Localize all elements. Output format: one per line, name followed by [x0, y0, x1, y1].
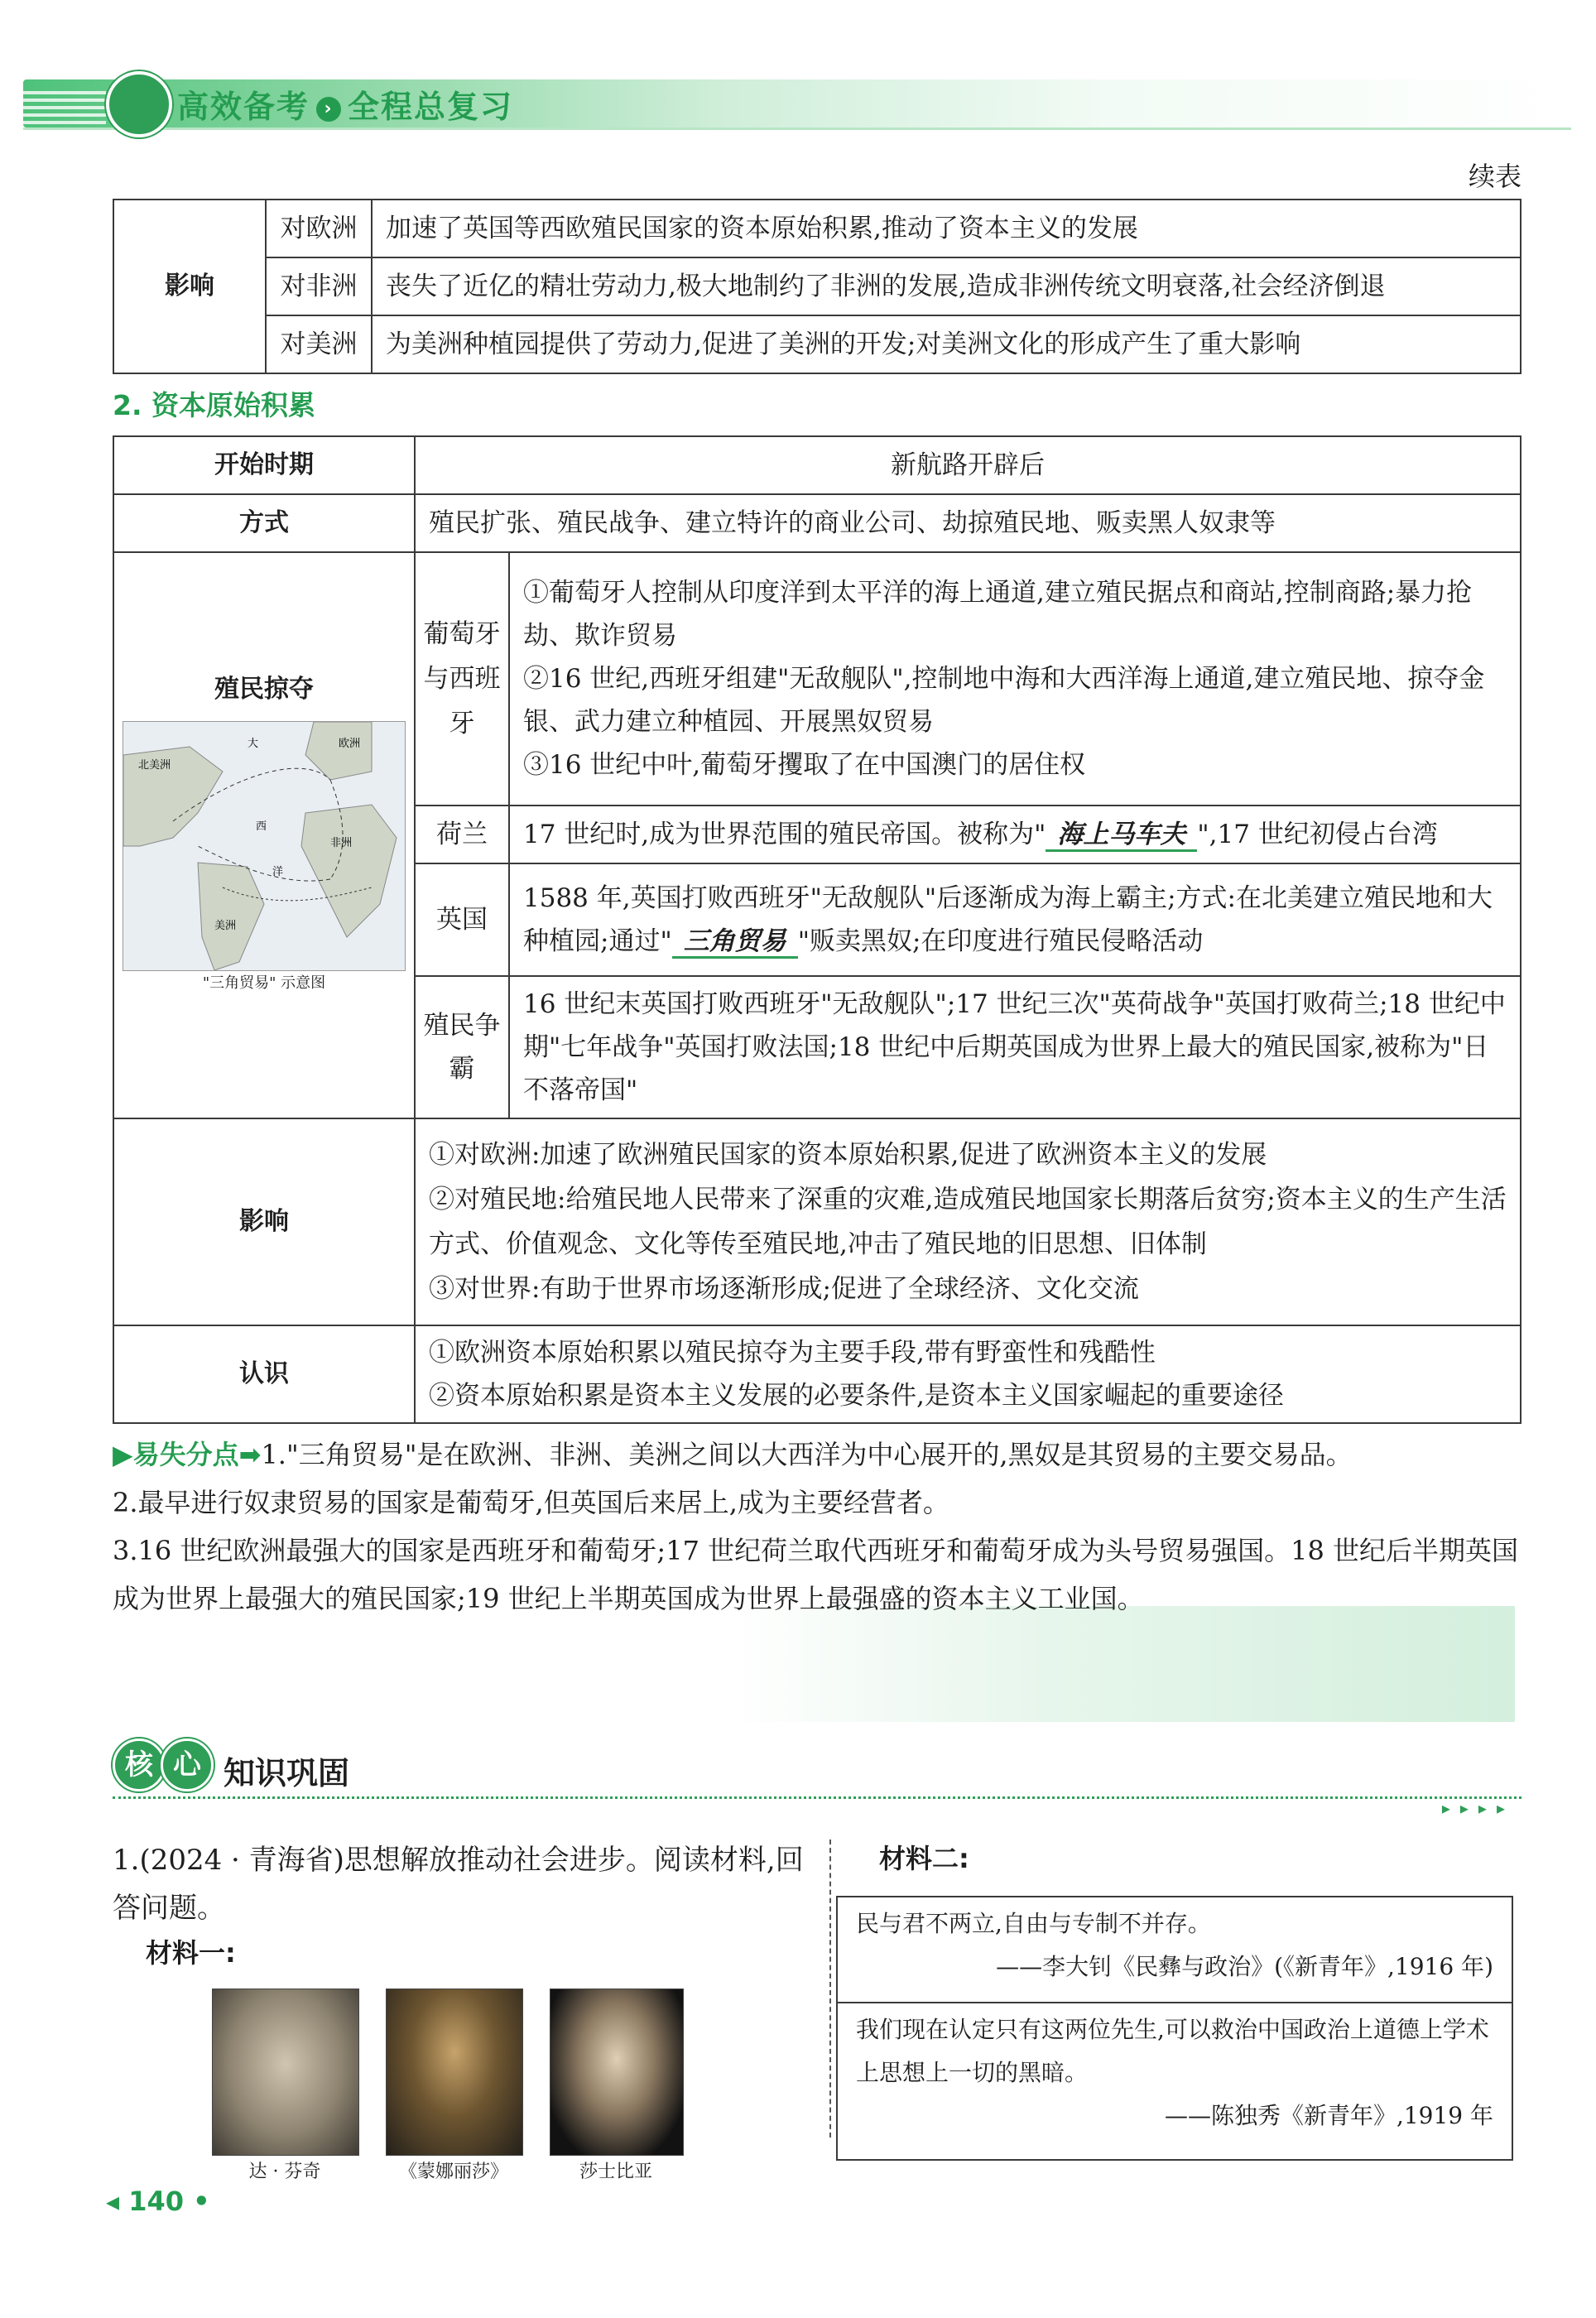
section-title: 2. 资本原始积累	[113, 389, 315, 421]
impact-text: 为美洲种植园提供了劳动力,促进了美洲的开发;对美洲文化的形成产生了重大影响	[372, 315, 1521, 373]
plunder-label: 殖民掠夺	[214, 675, 314, 704]
pt-es-line: ②16 世纪,西班牙组建"无敌舰队",控制地中海和大西洋海上通道,建立殖民地、掠夺金银、武力建立种植园、开展黑奴贸易	[523, 664, 1485, 737]
map-label: 北美洲	[138, 759, 171, 772]
note-2: 2.最早进行奴隶贸易的国家是葡萄牙,但英国后来居上,成为主要经营者。	[113, 1487, 949, 1518]
pic-caption: 《蒙娜丽莎》	[398, 2162, 508, 2182]
core-badge: 心	[161, 1738, 214, 1791]
impact-table	[113, 199, 1521, 374]
impact2-line: ②对殖民地:给殖民地人民带来了深重的灾难,造成殖民地国家长期落后贫穷;资本主义的生产生活方式、价值观念、文化等传至殖民地,冲击了殖民地的旧思想、旧体制	[429, 1185, 1507, 1259]
impact-target: 对美洲	[266, 315, 372, 373]
hegemony-label: 殖民争霸	[415, 976, 509, 1118]
core-title: 知识巩固	[224, 1755, 350, 1791]
note-3: 3.16 世纪欧洲最强大的国家是西班牙和葡萄牙;17 世纪荷兰取代西班牙和葡萄牙成为头号贸易强国。18 世纪后半期英国成为世界上最强大的殖民国家;19 世纪上半期英国成为世界上最强盛的资本主义工业国。	[113, 1535, 1518, 1614]
map-label: 美洲	[214, 920, 237, 932]
arrow-right-icon: ›	[316, 97, 341, 122]
pic-caption: 莎士比亚	[579, 2162, 652, 2182]
impact2-label: 影响	[113, 1118, 415, 1325]
nl-label: 荷兰	[415, 806, 509, 863]
page-number: ◂ 140 •	[106, 2186, 210, 2217]
impact-row-label: 影响	[113, 200, 266, 373]
impact-target: 对非洲	[266, 257, 372, 315]
header-stripes	[23, 91, 106, 124]
painting-mona-lisa	[386, 1989, 523, 2156]
plunder-cell	[113, 552, 415, 1118]
continued-label: 续表	[1468, 161, 1521, 192]
cognition-label: 认识	[113, 1325, 415, 1423]
pt-es-label: 葡萄牙与西班牙	[415, 552, 509, 806]
handwritten-answer: 海上马车夫	[1046, 820, 1197, 852]
quote-text: 我们现在认定只有这两位先生,可以救治中国政治上道德上学术上思想上一切的黑暗。	[856, 2016, 1489, 2086]
map-label: 大	[248, 738, 259, 750]
student-avatar-icon	[106, 71, 172, 137]
book-title-a: 高效备考	[177, 89, 310, 125]
nl-post: ",17 世纪初侵占台湾	[1197, 820, 1438, 849]
map-label: 欧洲	[339, 738, 361, 750]
en-text	[509, 863, 1521, 976]
start-label: 开始时期	[113, 436, 415, 494]
material-1-label: 材料一:	[146, 1937, 236, 1969]
section-divider	[113, 1796, 1521, 1799]
quote-box-1	[836, 1896, 1513, 2003]
column-divider	[829, 1839, 831, 2138]
cognition-line: ①欧洲资本原始积累以殖民掠夺为主要手段,带有野蛮性和残酷性	[429, 1338, 1156, 1368]
cognition-line: ②资本原始积累是资本主义发展的必要条件,是资本主义国家崛起的重要途径	[429, 1381, 1284, 1411]
start-value: 新航路开辟后	[415, 436, 1521, 494]
pic-caption: 达 · 芬奇	[248, 2162, 321, 2182]
triangle-trade-map-figure	[123, 722, 405, 970]
core-badge: 核	[113, 1738, 166, 1791]
note-1	[113, 1431, 1521, 1479]
quote-source: ——陈独秀《新青年》,1919 年	[1164, 2102, 1493, 2129]
pt-es-line: ③16 世纪中叶,葡萄牙攫取了在中国澳门的居住权	[523, 750, 1086, 780]
method-value: 殖民扩张、殖民战争、建立特许的商业公司、劫掠殖民地、贩卖黑人奴隶等	[415, 494, 1521, 552]
portrait-da-vinci	[212, 1989, 359, 2156]
impact-text: 加速了英国等西欧殖民国家的资本原始积累,推动了资本主义的发展	[372, 200, 1521, 257]
arrows-icon: ▸▸▸▸	[1441, 1798, 1515, 1818]
error-prone-notes	[113, 1431, 1521, 1623]
question-stem: 1.(2024 · 青海省)思想解放推动社会进步。阅读材料,回答问题。	[113, 1844, 804, 1925]
map-label: 洋	[272, 866, 284, 878]
handwritten-answer: 三角贸易	[672, 926, 798, 959]
en-label: 英国	[415, 863, 509, 976]
book-title-b: 全程总复习	[348, 89, 514, 125]
quote-text: 民与君不两立,自由与专制不并存。	[856, 1910, 1211, 1937]
header-underline	[23, 127, 1571, 130]
en-post: "贩卖黑奴;在印度进行殖民侵略活动	[797, 926, 1204, 956]
book-title	[177, 81, 513, 127]
accumulation-table	[113, 435, 1521, 1424]
pt-es-line: ①葡萄牙人控制从印度洋到太平洋的海上通道,建立殖民据点和商站,控制商路;暴力抢劫、欺诈贸易	[523, 578, 1473, 651]
impact-text: 丧失了近亿的精壮劳动力,极大地制约了非洲的发展,造成非洲传统文明衰落,社会经济倒退	[372, 257, 1521, 315]
method-label: 方式	[113, 494, 415, 552]
quote-box-2	[836, 2003, 1513, 2161]
triangle-trade-map	[123, 721, 406, 971]
nl-text	[509, 806, 1521, 863]
portrait-shakespeare	[550, 1989, 684, 2156]
note-1-text: 1."三角贸易"是在欧洲、非洲、美洲之间以大西洋为中心展开的,黑奴是其贸易的主要交易品。	[261, 1439, 1353, 1470]
map-label: 非洲	[330, 837, 353, 849]
error-prone-tag: ▶易失分点➡	[113, 1439, 262, 1470]
notes-highlight	[728, 1606, 1515, 1722]
page-number-value: 140	[128, 2186, 184, 2217]
core-section-header	[113, 1738, 349, 1791]
en-pre: 1588 年,英国打败西班牙"无敌舰队"后逐渐成为海上霸主;方式:在北美建立殖民地和大种植园;通过"	[523, 883, 1493, 956]
impact2-line: ③对世界:有助于世界市场逐渐形成;促进了全球经济、文化交流	[429, 1274, 1139, 1304]
impact-target: 对欧洲	[266, 200, 372, 257]
material-2-label: 材料二:	[879, 1843, 969, 1874]
impact2-line: ①对欧洲:加速了欧洲殖民国家的资本原始积累,促进了欧洲资本主义的发展	[429, 1140, 1267, 1170]
map-label: 西	[256, 820, 267, 833]
quote-source: ——李大钊《民彝与政治》(《新青年》,1916 年)	[996, 1953, 1493, 1980]
hegemony-text: 16 世纪末英国打败西班牙"无敌舰队";17 世纪三次"英荷战争"英国打败荷兰;18 世纪中期"七年战争"英国打败法国;18 世纪中后期英国成为世界上最大的殖民国家,被称为"日不落帝国"	[509, 976, 1521, 1118]
nl-pre: 17 世纪时,成为世界范围的殖民帝国。被称为"	[523, 820, 1046, 849]
map-caption: "三角贸易" 示意图	[202, 974, 326, 992]
